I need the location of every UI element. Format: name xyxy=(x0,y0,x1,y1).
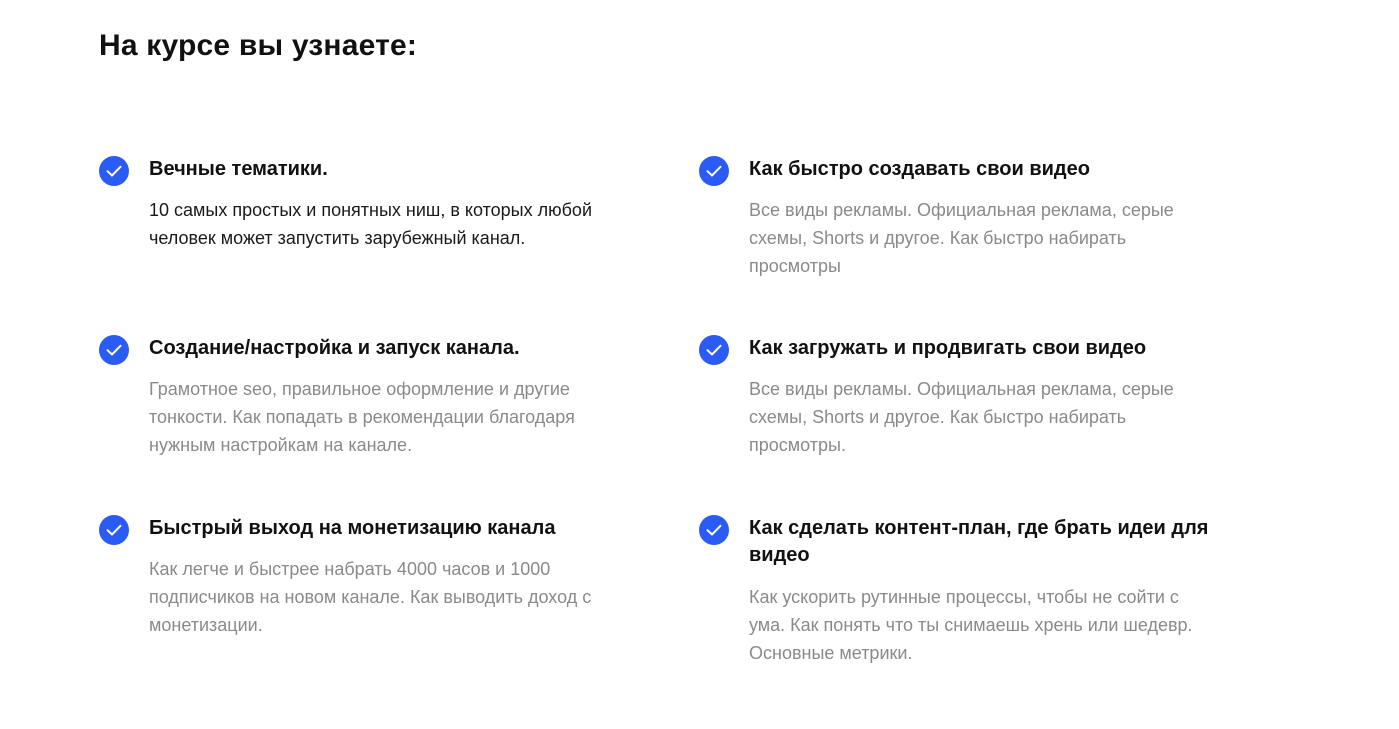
feature-description-line: Грамотное seo, правильное оформление и другие xyxy=(149,379,570,399)
feature-title: Создание/настройка и запуск канала. xyxy=(149,337,520,359)
feature-description-line: просмотры xyxy=(749,256,841,276)
feature-description-line: человек может запустить зарубежный канал. xyxy=(149,228,526,248)
feature-title: Как быстро создавать свои видео xyxy=(749,158,1090,180)
feature-description-line: подписчиков на новом канале. Как выводить доход с xyxy=(149,587,592,607)
feature-description-line: нужным настройкам на канале. xyxy=(149,435,413,455)
feature-description-line: Как ускорить рутинные процессы, чтобы не сойти с xyxy=(749,587,1179,607)
feature-description xyxy=(149,375,659,459)
feature-description-line: схемы, Shorts и другое. Как быстро набирать xyxy=(749,407,1127,427)
page-title: На курсе вы узнаете: xyxy=(99,29,418,62)
feature-description xyxy=(749,583,1259,667)
feature-description-line: просмотры. xyxy=(749,435,846,455)
feature-title-line: видео xyxy=(749,544,810,566)
check-circle-icon xyxy=(699,515,729,545)
feature-description-line: Все виды рекламы. Официальная реклама, серые xyxy=(749,379,1174,399)
feature-description-line: схемы, Shorts и другое. Как быстро набирать xyxy=(749,228,1127,248)
feature-description-line: Как легче и быстрее набрать 4000 часов и 1000 xyxy=(149,559,551,579)
feature-description xyxy=(749,196,1259,280)
feature-description-line: 10 самых простых и понятных ниш, в которых любой xyxy=(149,200,592,220)
feature-title xyxy=(749,515,1259,569)
feature-description-line: ума. Как понять что ты снимаешь хрень или шедевр. xyxy=(749,615,1193,635)
check-circle-icon xyxy=(99,156,129,186)
check-circle-icon xyxy=(99,515,129,545)
check-circle-icon xyxy=(99,335,129,365)
feature-title: Вечные тематики. xyxy=(149,158,328,180)
feature-description xyxy=(749,375,1259,459)
feature-description-line: Все виды рекламы. Официальная реклама, серые xyxy=(749,200,1174,220)
check-circle-icon xyxy=(699,156,729,186)
feature-description-line: монетизации. xyxy=(149,615,263,635)
check-circle-icon xyxy=(699,335,729,365)
feature-description-line: Основные метрики. xyxy=(749,643,913,663)
feature-description xyxy=(149,555,659,639)
feature-description-line: тонкости. Как попадать в рекомендации благодаря xyxy=(149,407,575,427)
feature-title: Как загружать и продвигать свои видео xyxy=(749,337,1147,359)
feature-title-line: Как сделать контент-план, где брать идеи для xyxy=(749,517,1209,539)
feature-description xyxy=(149,196,659,252)
feature-title: Быстрый выход на монетизацию канала xyxy=(149,517,556,539)
